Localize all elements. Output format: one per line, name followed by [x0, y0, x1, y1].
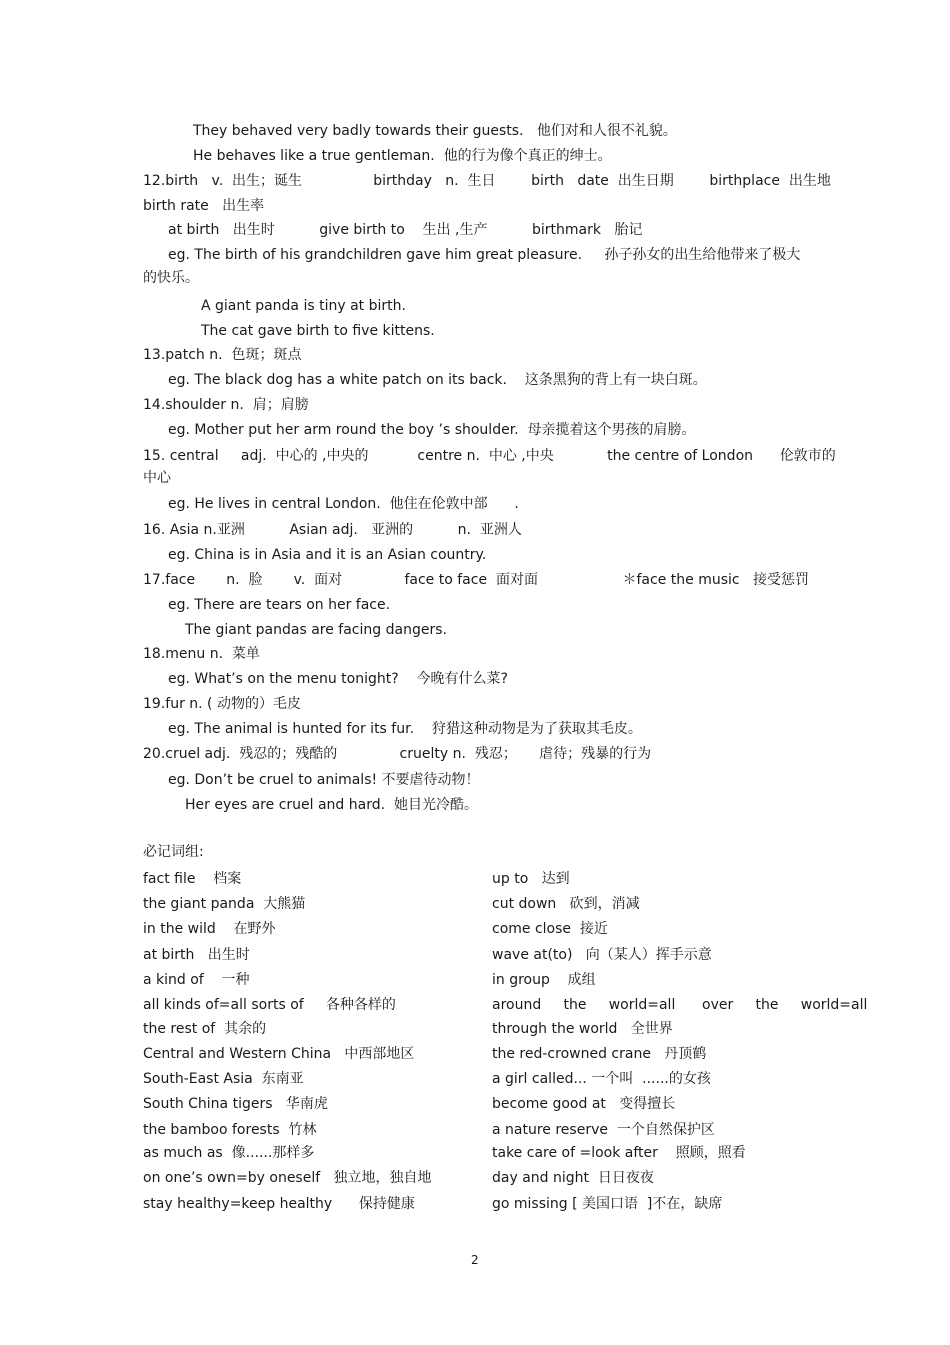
text-line: A giant panda is tiny at birth. [201, 298, 406, 314]
text-line: The cat gave birth to five kittens. [201, 323, 435, 339]
text-line: eg. Mother put her arm round the boy ’s shoulder. 母亲揽着这个男孩的肩膀。 [168, 422, 696, 438]
text-line: He behaves like a true gentleman. 他的行为像个真正的绅士。 [193, 148, 612, 164]
page-number: 2 [471, 1253, 479, 1267]
text-line: at birth 出生时 give birth to 生出 ,生产 birthmark 胎记 [168, 222, 643, 238]
phrase-item: take care of =look after 照顾，照看 [492, 1145, 746, 1161]
text-line: 的快乐。 [143, 270, 199, 286]
phrase-item: the rest of 其余的 [143, 1021, 267, 1037]
phrase-item: a nature reserve 一个自然保护区 [492, 1122, 715, 1138]
phrase-item: go missing [ 美国口语 ]不在，缺席 [492, 1196, 723, 1212]
phrase-item: day and night 日日夜夜 [492, 1170, 654, 1186]
text-line: eg. The black dog has a white patch on its back. 这条黑狗的背上有一块白斑。 [168, 372, 707, 388]
phrase-item: the giant panda 大熊猫 [143, 896, 306, 912]
text-line: eg. The animal is hunted for its fur. 狩猎这种动物是为了获取其毛皮。 [168, 721, 642, 737]
phrase-item: stay healthy=keep healthy 保持健康 [143, 1196, 415, 1212]
phrase-item: on one’s own=by oneself 独立地，独自地 [143, 1170, 432, 1186]
text-line: eg. There are tears on her face. [168, 597, 391, 613]
text-line: 14.shoulder n. 肩；肩膀 [143, 397, 309, 413]
text-line: eg. He lives in central London. 他住在伦敦中部 . [168, 496, 519, 512]
phrase-item: fact file 档案 [143, 871, 242, 887]
phrase-item: in group 成组 [492, 972, 596, 988]
text-line: 19.fur n. ( 动物的）毛皮 [143, 696, 301, 712]
text-line: 13.patch n. 色斑；斑点 [143, 347, 302, 363]
phrase-item: a girl called... 一个叫 ......的女孩 [492, 1071, 711, 1087]
text-line: eg. What’s on the menu tonight? 今晚有什么菜? [168, 671, 508, 687]
text-line: 17.face n. 脸 v. 面对 face to face 面对面 ＊face the music 接受惩罚 [143, 572, 809, 588]
phrase-item: a kind of 一种 [143, 972, 250, 988]
text-line: The giant pandas are facing dangers. [185, 622, 447, 638]
phrase-item: the bamboo forests 竹林 [143, 1122, 317, 1138]
phrase-item: all kinds of=all sorts of 各种各样的 [143, 997, 396, 1013]
phrase-item: South China tigers 华南虎 [143, 1096, 328, 1112]
phrase-item: come close 接近 [492, 921, 608, 937]
phrase-item: wave at(to) 向（某人）挥手示意 [492, 947, 712, 963]
text-line: eg. The birth of his grandchildren gave him great pleasure. 孙子孙女的出生给他带来了极大 [168, 247, 801, 263]
phrase-item: the red-crowned crane 丹顶鹤 [492, 1046, 707, 1062]
phrase-item: become good at 变得擅长 [492, 1096, 676, 1112]
text-line: Her eyes are cruel and hard. 她目光冷酷。 [185, 797, 478, 813]
text-line: 18.menu n. 菜单 [143, 646, 260, 662]
text-line: 20.cruel adj. 残忍的；残酷的 cruelty n. 残忍； 虐待；残暴的行为 [143, 746, 652, 762]
text-line: birth rate 出生率 [143, 198, 265, 214]
phrase-item: South-East Asia 东南亚 [143, 1071, 304, 1087]
phrase-item: Central and Western China 中西部地区 [143, 1046, 415, 1062]
text-line: eg. Don’t be cruel to animals! 不要虐待动物！ [168, 772, 480, 788]
text-line: 中心 [143, 470, 171, 486]
text-line: 必记词组: [143, 844, 204, 860]
text-line: 12.birth v. 出生；诞生 birthday n. 生日 birth date 出生日期 birthplace 出生地 [143, 173, 831, 189]
phrase-item: around the world=all over the world=all [492, 997, 868, 1013]
phrase-item: through the world 全世界 [492, 1021, 673, 1037]
text-line: 15. central adj. 中心的 ,中央的 centre n. 中心 ,中央 the centre of London 伦敦市的 [143, 448, 836, 464]
phrase-item: as much as 像......那样多 [143, 1145, 315, 1161]
text-line: 16. Asia n.亚洲 Asian adj. 亚洲的 n. 亚洲人 [143, 522, 522, 538]
text-line: eg. China is in Asia and it is an Asian country. [168, 547, 487, 563]
text-line: They behaved very badly towards their guests. 他们对和人很不礼貌。 [193, 123, 677, 139]
phrase-item: in the wild 在野外 [143, 921, 276, 937]
phrase-item: cut down 砍到，消减 [492, 896, 640, 912]
phrase-item: up to 达到 [492, 871, 570, 887]
phrase-item: at birth 出生时 [143, 947, 250, 963]
